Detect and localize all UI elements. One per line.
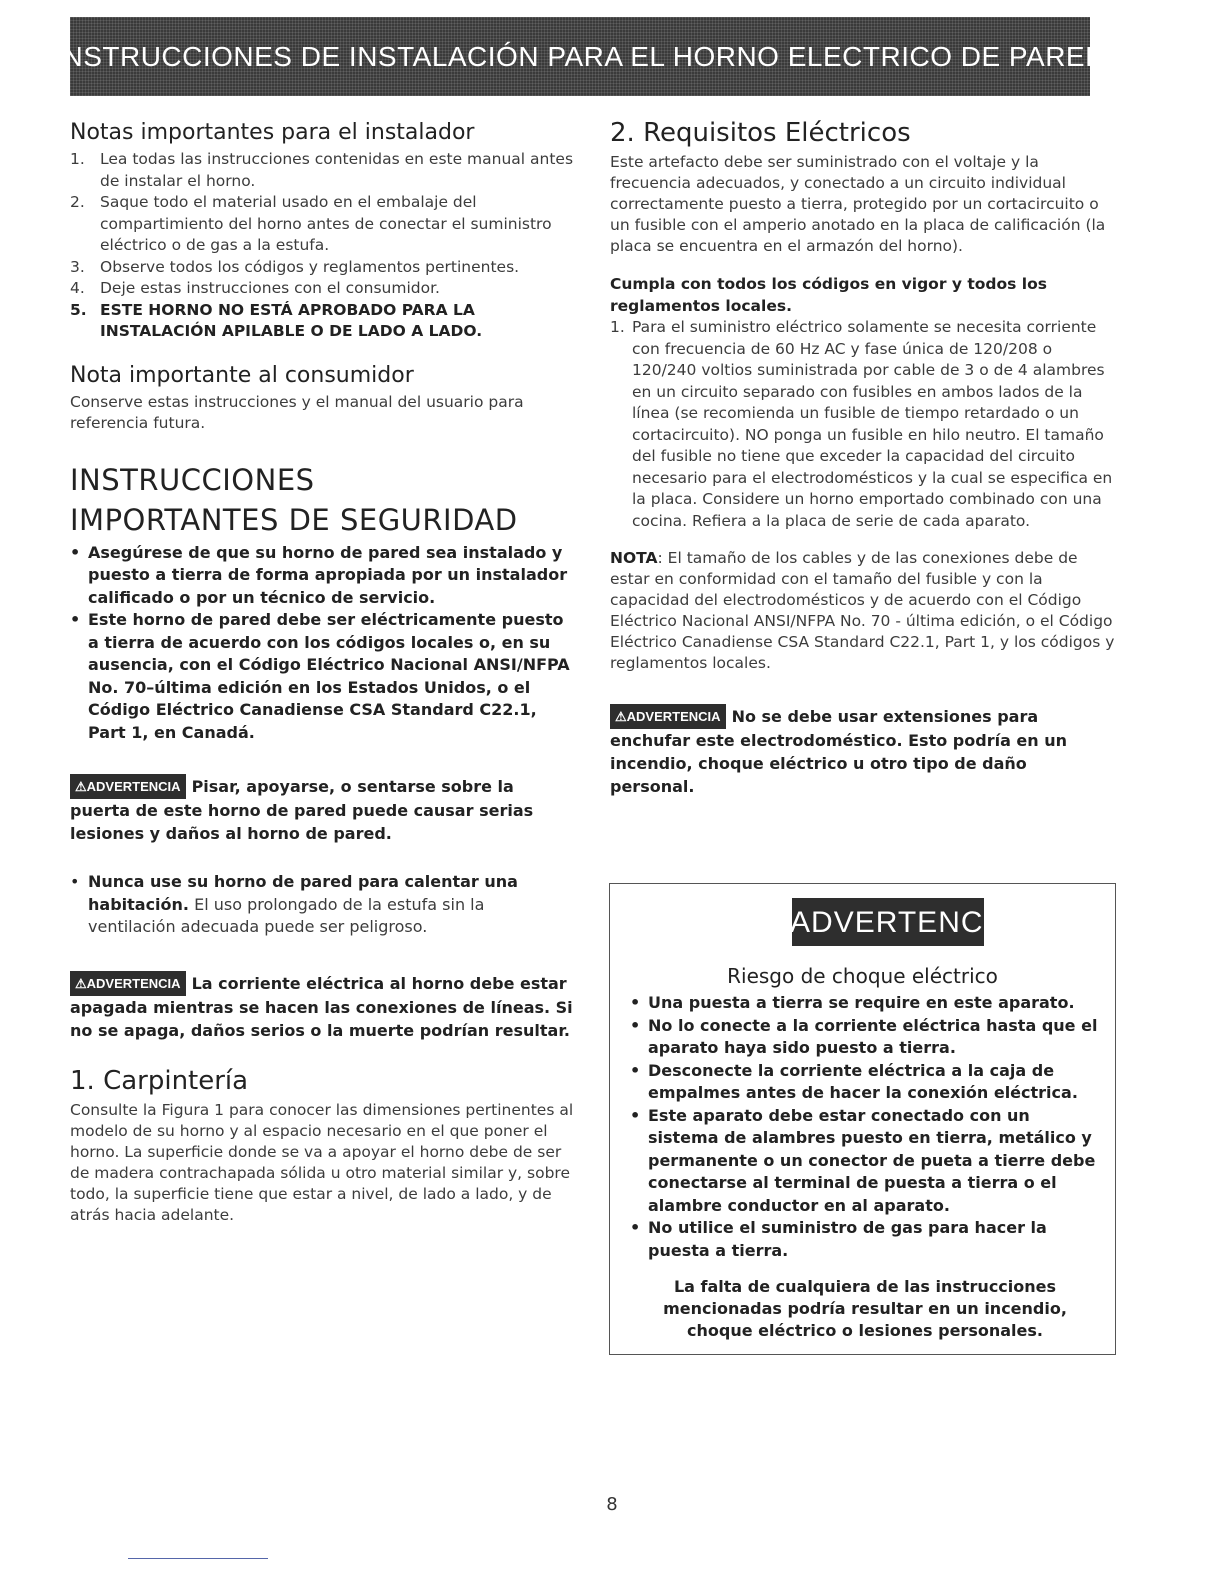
list-item: 3. Observe todos los códigos y reglamentos pertinentes. — [70, 257, 520, 276]
list-item: • No utilice el suministro de gas para hacer la puesta a tierra. — [630, 1218, 1047, 1260]
electrical-intro: Este artefacto debe ser suministrado con el voltaje y la frecuencia adecuados, y conectado a un circuito individual correctamente puesto a tierra, protegido por un cortacircuito o un fusible con el amperio anotado en la placa de calificación (la placa se encuentra en el armazón del horno). — [610, 153, 1106, 255]
consumer-note-text: Conserve estas instrucciones y el manual del usuario para referencia futura. — [70, 392, 524, 432]
shock-warning-footer: La falta de cualquiera de las instrucciones mencionadas podría resultar en un incendio, choque eléctrico o lesiones personales. — [663, 1277, 1067, 1340]
warning-badge-large: ⚠ADVERTENCIA — [792, 898, 984, 946]
installer-notes-list — [70, 149, 575, 343]
shock-warning-list — [630, 992, 1100, 1262]
carpentry-text: Consulte la Figura 1 para conocer las dimensiones pertinentes al modelo de su horno y al espacio necesario en el que poner el horno. La superficie donde se va a apoyar el horno debe de ser de madera contrachapada sólida u otro material similar y, sobre todo, la superficie tiene que estar a nivel, de lado a lado, y de atrás hacia adelante. — [70, 1100, 574, 1224]
safety-heading: INSTRUCCIONES IMPORTANTES DE SEGURIDAD — [70, 462, 518, 537]
banner-title: INSTRUCCIONES DE INSTALACIÓN PARA EL HORNO ELECTRICO DE PARED — [54, 40, 1106, 72]
list-item: 1. Para el suministro eléctrico solamente se necesita corriente con frecuencia de 60 Hz AC y fase única de 120/208 o 120/240 voltios suministrada por cable de 3 o de 4 alambres en un circuito separado con fusibles en ambos lados de la línea (se recomienda un fusible de tiempo retardado o un cortacircuito). NO ponga un fusible en hilo neutro. El tamaño del fusible no tiene que exceder la capacidad del circuito necesario para el electrodomésticos y la cual se especifica en la placa. Considere un horno emportado combinado con una cocina. Refiera a la placa de serie de cada aparato. — [610, 318, 1113, 530]
list-item: 2. Saque todo el material usado en el embalaje del compartimiento del horno antes de conectar el suministro eléctrico o de gas a la estufa. — [70, 193, 552, 254]
electrical-heading: 2. Requisitos Eléctricos — [610, 118, 911, 148]
list-item: • Nunca use su horno de pared para calentar una habitación. El uso prolongado de la estufa sin la ventilación adecuada puede ser peligroso. — [70, 872, 518, 936]
list-item: • Desconecte la corriente eléctrica a la caja de empalmes antes de hacer la conexión eléctrica. — [630, 1060, 1078, 1102]
shock-warning-title: Riesgo de choque eléctrico — [727, 964, 998, 988]
right-column — [610, 120, 1116, 798]
list-item: • Este aparato debe estar conectado con un sistema de alambres puesto en tierra, metálico y permanente o un conector de pueta a tierre debe conectarse al terminal de puesta a tierra o el alambre conductor en al aparato. — [630, 1105, 1096, 1215]
consumer-note-heading: Nota importante al consumidor — [70, 362, 414, 388]
warning-badge: ⚠ADVERTENCIA — [610, 704, 726, 729]
page-number: 8 — [606, 1494, 618, 1515]
list-item: 4. Deje estas instrucciones con el consumidor. — [70, 279, 440, 297]
footer-rule — [128, 1558, 268, 1559]
warning-badge: ⚠ADVERTENCIA — [70, 971, 186, 996]
list-item: • No lo conecte a la corriente eléctrica hasta que el aparato haya sido puesto a tierra. — [630, 1015, 1098, 1057]
list-item: • Una puesta a tierra se require en este aparato. — [630, 993, 1075, 1012]
codes-notice: Cumpla con todos los códigos en vigor y todos los reglamentos locales. — [610, 275, 1047, 315]
electrical-note: NOTA: El tamaño de los cables y de las conexiones debe de estar en conformidad con el tamaño del fusible y con la capacidad del electrodomésticos y de acuerdo con el Código Eléctrico Nacional ANSI/NFPA No. 70 - última edición, o el Código Eléctrico Canadiense CSA Standard C22.1, Part 1, y los códigos y reglamentos locales. — [610, 549, 1115, 672]
list-item: • Este horno de pared debe ser eléctricamente puesto a tierra de acuerdo con los códigos locales o, en su ausencia, con el Código Eléctrico Nacional ANSI/NFPA No. 70–última edición en los Estados Unidos, o el Código Eléctrico Canadiense CSA Standard C22.1, Part 1, en Canadá. — [70, 610, 570, 742]
safety-bullets — [70, 542, 575, 745]
electrical-list — [610, 317, 1116, 532]
list-item: 1. Lea todas las instrucciones contenidas en este manual antes de instalar el horno. — [70, 150, 574, 190]
list-item: 5. ESTE HORNO NO ESTÁ APROBADO PARA LA INSTALACIÓN APILABLE O DE LADO A LADO. — [70, 300, 483, 340]
heating-bullet — [70, 871, 575, 939]
left-column — [70, 120, 575, 1226]
warning-door: ⚠ADVERTENCIA Pisar, apoyarse, o sentarse sobre la puerta de este horno de pared puede causar serias lesiones y daños al horno de pared. — [70, 774, 575, 845]
installer-notes-heading: Notas importantes para el instalador — [70, 120, 475, 145]
carpentry-heading: 1. Carpintería — [70, 1065, 249, 1096]
shock-warning-box — [609, 883, 1116, 1355]
warning-extension: ⚠ADVERTENCIA No se debe usar extensiones para enchufar este electrodoméstico. Esto podría en un incendio, choque eléctrico u otro tipo de daño personal. — [610, 704, 1116, 798]
warning-badge: ⚠ADVERTENCIA — [70, 774, 186, 799]
page-banner — [54, 17, 1106, 96]
list-item: • Asegúrese de que su horno de pared sea instalado y puesto a tierra de forma apropiada por un instalador calificado o por un técnico de servicio. — [70, 542, 568, 607]
warning-power: ⚠ADVERTENCIA La corriente eléctrica al horno debe estar apagada mientras se hacen las conexiones de líneas. Si no se apaga, daños serios o la muerte podrían resultar. — [70, 971, 575, 1042]
